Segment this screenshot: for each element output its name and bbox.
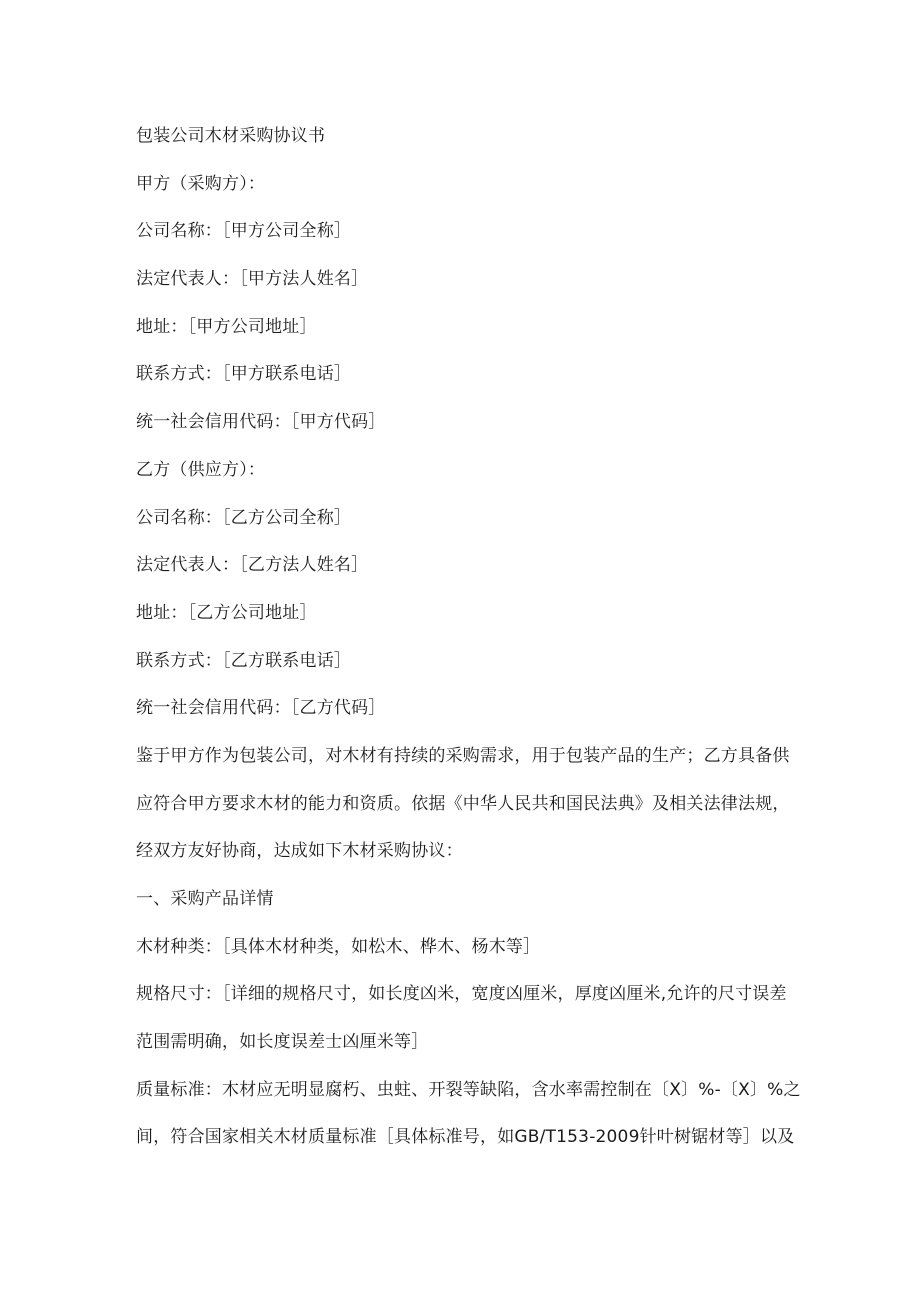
party-b-company-name: 公司名称：［乙方公司全称］ (136, 507, 352, 528)
wood-type-line: 木材种类：［具体木材种类，如松木、桦木、杨木等］ (136, 936, 541, 957)
party-b-heading: 乙方（供应方）： (136, 459, 266, 480)
party-b-legal-rep: 法定代表人：［乙方法人姓名］ (136, 555, 369, 576)
quality-paragraph (136, 1078, 801, 1150)
party-b-credit-code: 统一社会信用代码：［乙方代码］ (136, 698, 386, 719)
preamble-paragraph (136, 744, 791, 863)
quality-line: 间，符合国家相关木材质量标准［具体标准号，如GB/T153-2009针叶树锯材等］以及 (136, 1127, 795, 1148)
quality-line: 质量标准：木材应无明显腐朽、虫蛀、开裂等缺陷，含水率需控制在〔X〕%-〔X〕%之 (136, 1079, 801, 1100)
preamble-line: 应符合甲方要求木材的能力和资质。依据《中华人民共和国民法典》及相关法律法规， (136, 793, 790, 814)
party-a-contact: 联系方式：［甲方联系电话］ (136, 364, 352, 385)
party-b-address: 地址：［乙方公司地址］ (136, 602, 317, 623)
spec-line: 规格尺寸：［详细的规格尺寸，如长度凶米，宽度凶厘米，厚度凶厘米,允许的尺寸误差 (136, 984, 787, 1005)
document-title: 包装公司木材采购协议书 (136, 126, 326, 146)
preamble-line: 鉴于甲方作为包装公司，对木材有持续的采购需求，用于包装产品的生产；乙方具备供 (136, 745, 790, 766)
section-1-heading: 一、采购产品详情 (136, 889, 274, 909)
preamble-line: 经双方友好协商，达成如下木材采购协议： (136, 841, 463, 862)
spec-paragraph (136, 982, 791, 1054)
spec-line: 范围需明确，如长度误差士凶厘米等］ (136, 1032, 429, 1053)
party-a-company-name: 公司名称：［甲方公司全称］ (136, 221, 352, 242)
party-a-legal-rep: 法定代表人：［甲方法人姓名］ (136, 269, 369, 290)
party-a-credit-code: 统一社会信用代码：［甲方代码］ (136, 412, 386, 433)
party-a-heading: 甲方（采购方）： (136, 173, 266, 194)
party-b-contact: 联系方式：［乙方联系电话］ (136, 650, 352, 671)
document-body (136, 124, 801, 1173)
party-a-address: 地址：［甲方公司地址］ (136, 316, 317, 337)
